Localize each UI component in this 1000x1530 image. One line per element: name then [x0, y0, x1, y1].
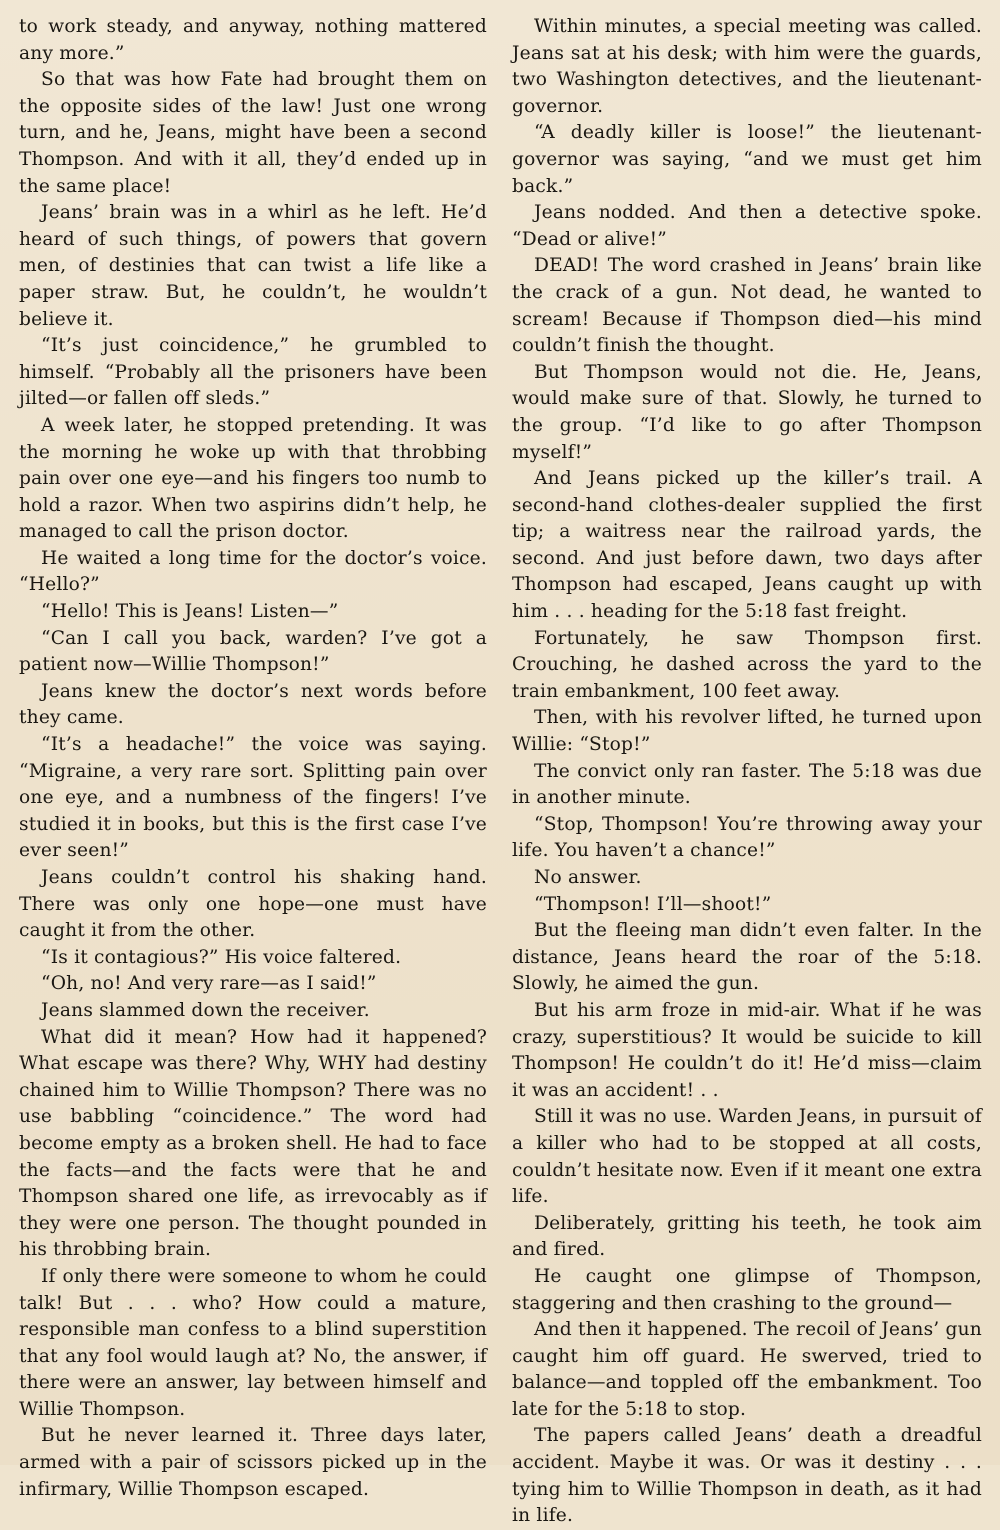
paragraph: “Is it contagious?” His voice faltered.	[41, 946, 402, 968]
paragraph: DEAD! The word crashed in Jeans’ brain like the crack of a gun. Not dead, he wanted to scream! Because if Thompson died—his mind couldn’t finish the thought.	[512, 255, 982, 357]
paragraph: “It’s just coincidence,” he grumbled to himself. “Probably all the prisoners have been jilted—or fallen off sleds.”	[19, 335, 487, 410]
paragraph: But Thompson would not die. He, Jeans, would make sure of that. Slowly, he turned to the group. “I’d like to go after Thompson myself!”	[512, 361, 982, 463]
paragraph: to work steady, and anyway, nothing mattered any more.”	[19, 16, 487, 64]
left-column	[19, 14, 487, 1503]
paragraph: The convict only ran faster. The 5:18 was due in another minute.	[512, 760, 982, 809]
paragraph: “Oh, no! And very rare—as I said!”	[41, 973, 377, 995]
paragraph: But he never learned it. Three days later, armed with a pair of scissors picked up in the infirmary, Willie Thompson escaped.	[19, 1425, 487, 1500]
paragraph: And then it happened. The recoil of Jeans’ gun caught him off guard. He swerved, tried to balance—and toppled off the embankment. Too late for the 5:18 to stop.	[512, 1319, 982, 1420]
paragraph: If only there were someone to whom he could talk! But . . . who? How could a mature, responsible man confess to a blind superstition that any fool would laugh at? No, the answer, if there were an answer, lay between himself and Willie Thompson.	[19, 1265, 487, 1420]
paragraph: Jeans knew the doctor’s next words before they came.	[19, 680, 487, 729]
paragraph: Jeans slammed down the receiver.	[41, 999, 370, 1021]
paragraph: “Can I call you back, warden? I’ve got a patient now—Willie Thompson!”	[19, 627, 487, 676]
paragraph: A week later, he stopped pretending. It was the morning he woke up with that throbbing pain over one eye—and his fingers too numb to hold a razor. When two aspirins didn’t help, he managed to call the prison doctor.	[19, 414, 487, 543]
paragraph: No answer.	[534, 867, 642, 888]
paragraph: Jeans nodded. And then a detective spoke. “Dead or alive!”	[512, 202, 982, 250]
paragraph: “A deadly killer is loose!” the lieutenant-governor was saying, “and we must get him back.”	[512, 122, 982, 197]
paragraph: “Stop, Thompson! You’re throwing away your life. You haven’t a chance!”	[512, 813, 982, 862]
paragraph: “It’s a headache!” the voice was saying. “Migraine, a very rare sort. Splitting pain over one eye, and a numbness of the fingers! I’ve studied it in books, but this is the first case I’ve ever seen!”	[19, 734, 487, 862]
paragraph: Deliberately, gritting his teeth, he took aim and fired.	[512, 1212, 982, 1261]
paragraph: “Thompson! I’ll—shoot!”	[534, 893, 772, 915]
paragraph: So that was how Fate had brought them on the opposite sides of the law! Just one wrong turn, and he, Jeans, might have been a second Thompson. And with it all, they’d ended up in the same place!	[19, 69, 487, 197]
paragraph: Jeans’ brain was in a whirl as he left. He’d heard of such things, of powers that govern men, of destinies that can twist a life like a paper straw. But, he couldn’t, he wouldn’t believe it.	[19, 202, 487, 330]
paragraph: “Hello! This is Jeans! Listen—”	[41, 601, 339, 623]
paragraph: Within minutes, a special meeting was called. Jeans sat at his desk; with him were the guards, two Washington detectives, and the lieutenant-governor.	[512, 16, 982, 117]
paragraph: What did it mean? How had it happened? What escape was there? Why, WHY had destiny chained him to Willie Thompson? There was no use babbling “coincidence.” The word had become empty as a broken shell. He had to face the facts—and the facts were that he and Thompson shared one life, as irrevocably as if they were one person. The thought pounded in his throbbing brain.	[19, 1026, 487, 1261]
paragraph: He waited a long time for the doctor’s voice. “Hello?”	[19, 547, 487, 596]
paragraph: But his arm froze in mid-air. What if he was crazy, superstitious? It would be suicide to kill Thompson! He couldn’t do it! He’d miss—claim it was an accident! . .	[512, 999, 982, 1101]
paragraph: Jeans couldn’t control his shaking hand. There was only one hope—one must have caught it from the other.	[19, 867, 487, 942]
paragraph: He caught one glimpse of Thompson, staggering and then crashing to the ground—	[512, 1265, 982, 1314]
paragraph: And Jeans picked up the killer’s trail. A second-hand clothes-dealer supplied the first tip; a waitress near the railroad yards, the second. And just before dawn, two days after Thompson had escaped, Jeans caught up with him . . . heading for the 5:18 fast freight.	[512, 468, 982, 623]
right-column	[512, 14, 982, 1530]
paragraph: The papers called Jeans’ death a dreadful accident. Maybe it was. Or was it destiny . . . tying him to Willie Thompson in death, as it had in life.	[512, 1425, 982, 1527]
paragraph: But the fleeing man didn’t even falter. In the distance, Jeans heard the roar of the 5:18. Slowly, he aimed the gun.	[512, 920, 982, 995]
paragraph: Fortunately, he saw Thompson first. Crouching, he dashed across the yard to the train embankment, 100 feet away.	[512, 627, 982, 702]
paragraph: Still it was no use. Warden Jeans, in pursuit of a killer who had to be stopped at all costs, couldn’t hesitate now. Even if it meant one extra life.	[512, 1106, 982, 1208]
paragraph: Then, with his revolver lifted, he turned upon Willie: “Stop!”	[512, 707, 982, 756]
